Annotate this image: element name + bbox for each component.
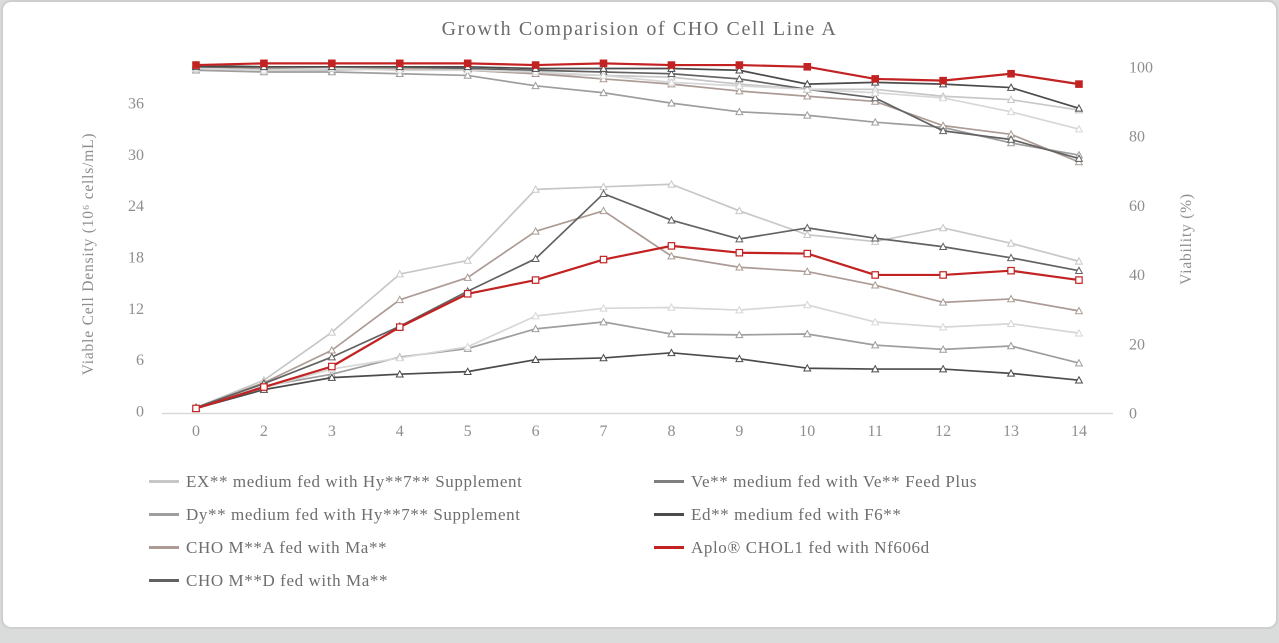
legend-label: EX** medium fed with Hy**7** Supplement: [186, 471, 523, 491]
svg-text:6: 6: [136, 352, 144, 370]
legend-item: [149, 498, 522, 531]
svg-text:13: 13: [1003, 423, 1020, 440]
legend-column-left: [149, 465, 522, 597]
legend-line-swatch: [654, 546, 684, 549]
legend-line-swatch: [149, 513, 179, 516]
legend-item: [149, 564, 522, 597]
legend-item: [654, 465, 977, 498]
svg-text:12: 12: [935, 423, 952, 440]
legend-line-swatch: [654, 513, 684, 516]
legend-line-swatch: [149, 546, 179, 549]
chart-title: Growth Comparision of CHO Cell Line A: [441, 18, 838, 40]
svg-text:14: 14: [1070, 423, 1087, 440]
legend-label: Ed** medium fed with F6**: [691, 504, 902, 524]
svg-text:4: 4: [395, 423, 404, 440]
legend-line-swatch: [149, 480, 179, 483]
legend-item: [149, 531, 522, 564]
legend-line-swatch: [149, 579, 179, 582]
svg-text:40: 40: [1129, 267, 1145, 285]
legend-line-swatch: [654, 480, 684, 483]
svg-text:9: 9: [735, 423, 744, 440]
legend-label: CHO M**A fed with Ma**: [186, 537, 388, 557]
legend-label: Ve** medium fed with Ve** Feed Plus: [691, 471, 978, 491]
legend-label: Aplo® CHOL1 fed with Nf606d: [691, 537, 930, 557]
svg-text:100: 100: [1129, 59, 1153, 77]
svg-text:0: 0: [1129, 405, 1137, 423]
svg-text:20: 20: [1129, 336, 1145, 354]
svg-text:2: 2: [259, 423, 268, 440]
growth-chart-plot: [3, 2, 1279, 460]
svg-text:8: 8: [667, 423, 676, 440]
chart-card: [1, 0, 1278, 629]
legend-item: [654, 498, 977, 531]
legend-item: [654, 531, 977, 564]
legend-label: Dy** medium fed with Hy**7** Supplement: [186, 504, 521, 524]
svg-text:60: 60: [1129, 197, 1145, 215]
legend-label: CHO M**D fed with Ma**: [186, 570, 389, 590]
svg-text:0: 0: [136, 403, 144, 421]
svg-text:12: 12: [128, 300, 144, 318]
svg-text:3: 3: [327, 423, 336, 440]
svg-text:7: 7: [599, 423, 608, 440]
svg-text:24: 24: [128, 198, 144, 216]
legend-item: [149, 465, 522, 498]
svg-text:5: 5: [463, 423, 472, 440]
svg-text:Viability (%): Viability (%): [1178, 193, 1195, 285]
svg-text:18: 18: [128, 249, 144, 267]
svg-text:30: 30: [128, 146, 144, 164]
svg-text:11: 11: [867, 423, 883, 440]
svg-text:80: 80: [1129, 128, 1145, 146]
svg-text:6: 6: [531, 423, 540, 440]
svg-text:Viable Cell Density (10⁶ cell: Viable Cell Density (10⁶ cells/mL): [80, 132, 97, 376]
legend-column-right: [654, 465, 977, 564]
svg-text:36: 36: [128, 95, 144, 113]
svg-text:10: 10: [799, 423, 816, 440]
svg-text:0: 0: [192, 423, 200, 440]
